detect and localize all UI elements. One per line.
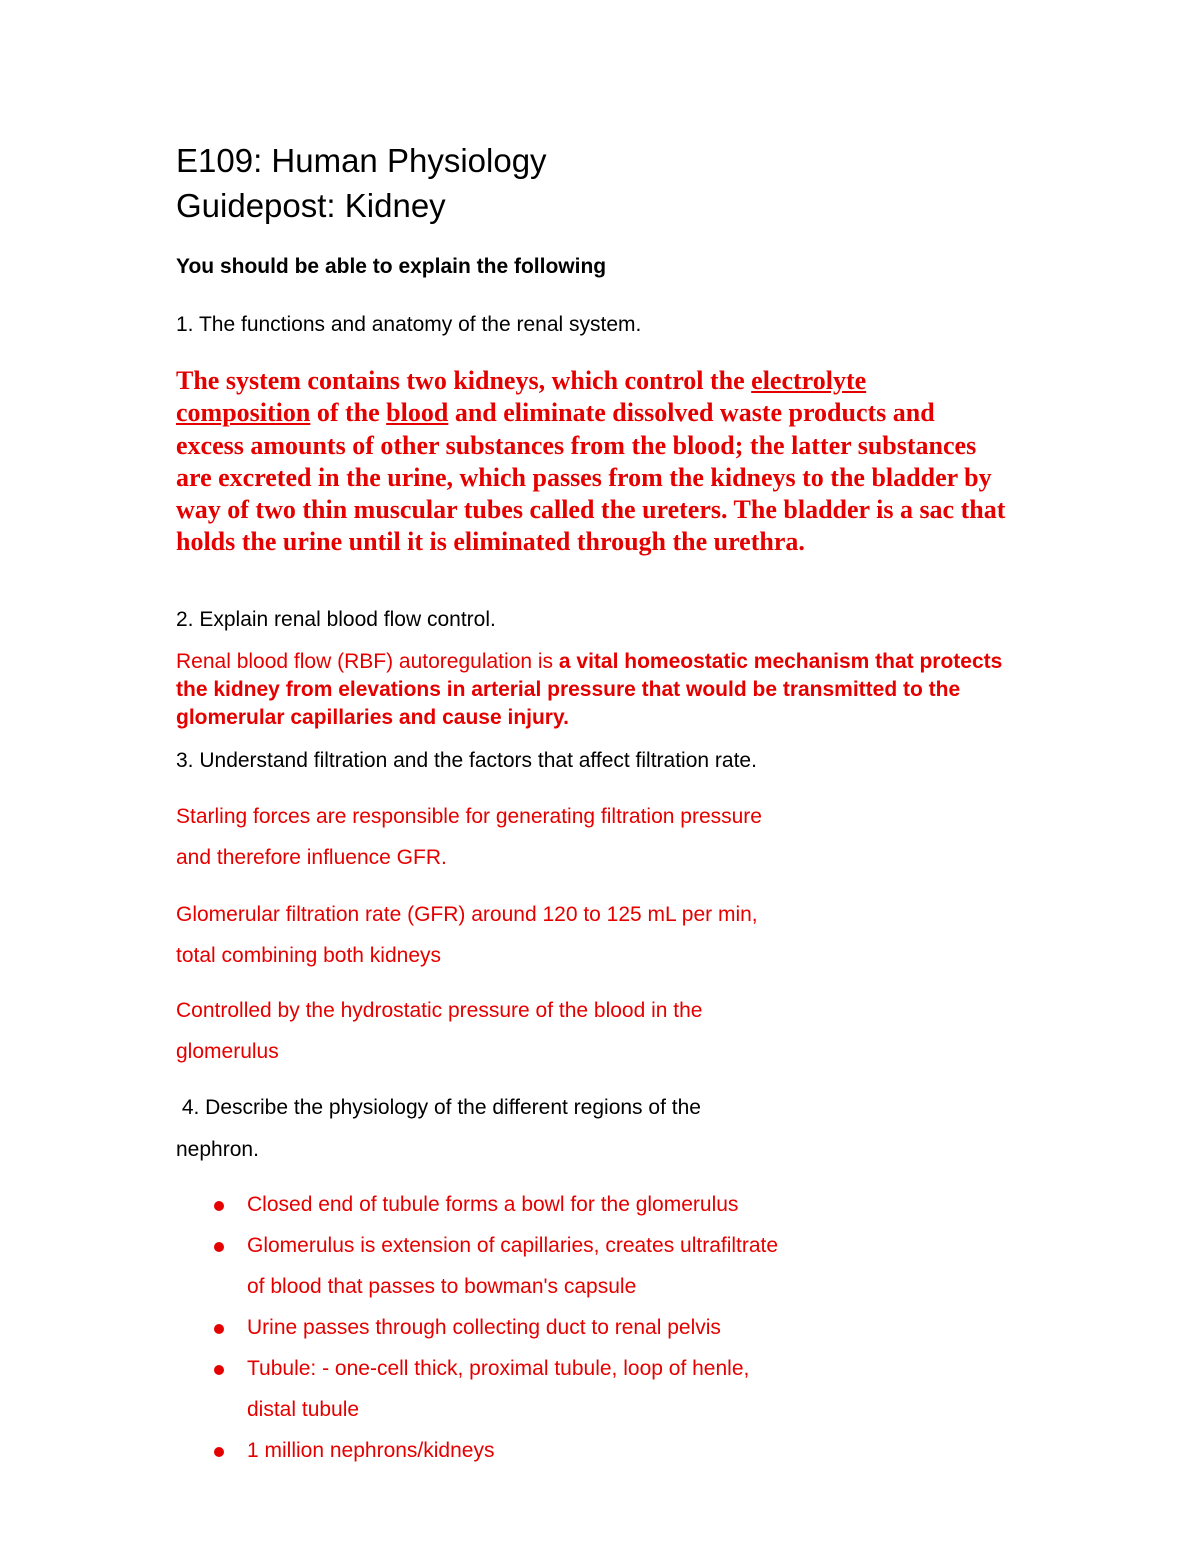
bullet-dot-icon (214, 1201, 224, 1211)
answer-3-item-1 (176, 796, 762, 878)
list-item (176, 1184, 1036, 1225)
list-item-line-2: distal tubule (247, 1398, 360, 1421)
list-item-line-1: 1 million nephrons/kidneys (247, 1439, 495, 1462)
question-4 (176, 1087, 701, 1171)
list-item-line-1: Urine passes through collecting duct to renal pelvis (247, 1316, 721, 1339)
answer-3-item-1-line-1: Starling forces are responsible for generating filtration pressure (176, 805, 762, 828)
list-item-line-2: of blood that passes to bowman's capsule (247, 1275, 637, 1298)
answer-1 (176, 365, 1006, 559)
answer-3-item-2-line-1: Glomerular filtration rate (GFR) around 120 to 125 mL per min, (176, 903, 758, 926)
bullet-dot-icon (214, 1447, 224, 1457)
list-item (176, 1348, 1036, 1430)
answer-3-item-3-line-2: glomerulus (176, 1040, 279, 1063)
answer-2-lead: Renal blood flow (RBF) autoregulation is (176, 650, 559, 673)
answer-3-item-3-line-1: Controlled by the hydrostatic pressure of the blood in the (176, 999, 703, 1022)
answer-3-item-1-line-2: and therefore influence GFR. (176, 846, 447, 869)
list-item (176, 1430, 1036, 1471)
question-4-line-1: 4. Describe the physiology of the different regions of the (176, 1096, 701, 1119)
answer-3-item-2 (176, 894, 758, 976)
document-subtitle: Guidepost: Kidney (176, 187, 446, 224)
link-blood[interactable]: blood (386, 398, 449, 428)
section-subheading: You should be able to explain the following (176, 255, 607, 278)
list-item-line-1: Tubule: - one-cell thick, proximal tubule, loop of henle, (247, 1357, 750, 1380)
list-item (176, 1225, 1036, 1307)
answer-1-text-c: and eliminate dissolved waste products and excess amounts of other substances from the blood; the latter substances are excreted in the urine, which passes from the kidneys to the bladder by way of two thin muscular tubes called the ureters. The bladder is a sac that holds the urine until it is eliminated through the urethra. (176, 398, 1006, 557)
bullet-dot-icon (214, 1324, 224, 1334)
bullet-dot-icon (214, 1242, 224, 1252)
answer-2 (176, 648, 1006, 732)
question-3: 3. Understand filtration and the factors that affect filtration rate. (176, 749, 757, 772)
nephron-bullet-list (176, 1184, 1036, 1471)
list-item-line-1: Closed end of tubule forms a bowl for the glomerulus (247, 1193, 739, 1216)
list-item (176, 1307, 1036, 1348)
answer-3-item-2-line-2: total combining both kidneys (176, 944, 441, 967)
question-2: 2. Explain renal blood flow control. (176, 608, 496, 631)
bullet-dot-icon (214, 1365, 224, 1375)
question-4-line-2: nephron. (176, 1138, 259, 1161)
answer-2-bold: a vital homeostatic mechanism that protects the kidney from elevations in arterial pressure that would be transmitted to the glomerular capillaries and cause injury. (176, 650, 1003, 729)
answer-3-item-3 (176, 990, 702, 1072)
list-item-line-1: Glomerulus is extension of capillaries, creates ultrafiltrate (247, 1234, 779, 1257)
link-electrolyte-composition[interactable]: electrolyte composition (176, 366, 867, 428)
question-1: 1. The functions and anatomy of the renal system. (176, 313, 642, 336)
answer-1-text-b: of the (310, 398, 387, 428)
answer-1-text-a: The system contains two kidneys, which control the (176, 366, 752, 395)
document-content (176, 138, 1036, 1462)
document-title: E109: Human Physiology (176, 142, 547, 179)
